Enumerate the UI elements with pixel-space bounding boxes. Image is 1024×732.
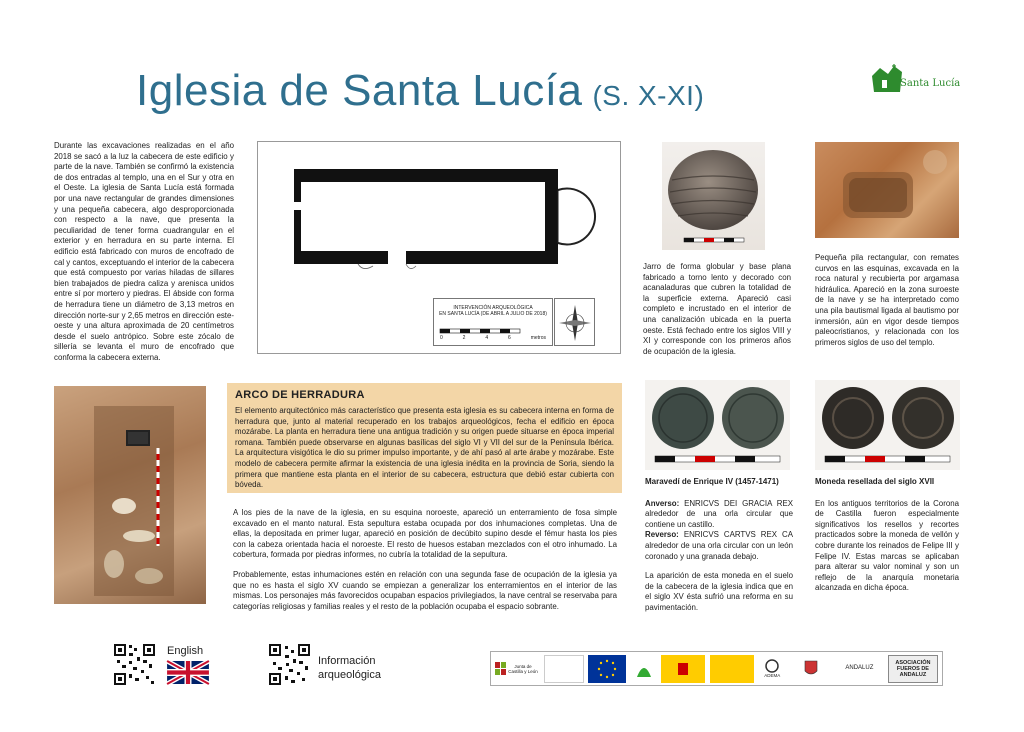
plan-legend bbox=[433, 298, 553, 346]
gobierno-espana-logo bbox=[661, 655, 705, 683]
plan-legend-subtitle: EN SANTA LUCÍA (DE ABRIL A JULIO DE 2018) bbox=[439, 311, 547, 317]
burial-photo bbox=[54, 386, 206, 604]
coin-resellada-photo bbox=[815, 380, 960, 470]
coin-enrique-reverso: Reverso: ENRICVS CARTVS REX CA alrededor de una orla circular con un león coronado y una granada debajo. bbox=[645, 530, 793, 561]
leader-logo bbox=[631, 655, 657, 683]
scale-label: 6 bbox=[508, 335, 511, 341]
ministerio-logo bbox=[710, 655, 754, 683]
coin-enrique-photo bbox=[645, 380, 790, 470]
coin-enrique-anverso: Anverso: ENRICVS DEI GRACIA REX alrededor de una orla circular que contiene un castillo. bbox=[645, 498, 793, 529]
church-silhouette-logo bbox=[866, 62, 961, 104]
compass-rose-icon bbox=[554, 298, 595, 346]
baptismal-font-caption: Pequeña pila rectangular, con remates curvos en las esquinas, excavada en la roca natural y recubierta por argamasa hidráulica. Apareció en la zona suroeste de la nave y se ha interpretado como una pila bautismal ligada al bautismo por inmersión, aún en vigor desde tiempos paleocristianos, y relacionada con los primeros siglos de uso del templo. bbox=[815, 253, 959, 347]
intro-text: Durante las excavaciones realizadas en el año 2018 se sacó a la luz la cabecera de este edificio y parte de la nave. También se confirmó la existencia de dos entradas al templo, una en el Sur y otra en el Oeste. La iglesia de Santa Lucía está formada por una nave rectangular de grandes dimensiones y una pequeña cabecera, algo desproporcionada con respecto a la nave, que presenta la peculiaridad de tener forma cuadrangular en el exterior y en herradura en su parte interna. El edificio está fabricado con muros de encofrado de cal y cantos, exceptuando el interior de la cabecera que está compuesto por varias hiladas de sillares bien trabajados de piedra caliza y arenisca unidos entre sí por mortero y piedras. El ábside con forma de herradura tiene un diámetro de 3,13 metros en dirección norte-sur y 2,65 metros en dirección este-oeste y una altura aproximada de 20 centímetros desde el suelo antrópico. Sobre este zócalo de sillería se levanta el muro de encofrado que conforma la cabecera externa. bbox=[54, 141, 234, 362]
scale-label: metros bbox=[530, 335, 546, 341]
eu-flag-logo bbox=[588, 655, 626, 683]
info-label: Información arqueológica bbox=[318, 655, 381, 681]
ayuntamiento-logo bbox=[791, 655, 831, 683]
coin-resellada-text: En los antiguos territorios de la Corona de Castilla fueron especialmente significativos los resellos y recortes practicados sobre la moneda de vellón y cobre durante los reinados de Felipe III y Felipe IV. Estas marcas se aplicaban para alterar su valor nominal y son un reflejo de la anarquía monetaria alcanzada en dicha época. bbox=[815, 498, 959, 593]
asociacion-fueros-logo: ASOCIACIÓN FUEROS DE ANDALUZ bbox=[888, 655, 938, 683]
fondo-europeo-logo bbox=[544, 655, 584, 683]
sponsor-logos-bar bbox=[490, 651, 943, 686]
scale-label: 4 bbox=[485, 335, 489, 341]
santa-lucia-logo bbox=[866, 62, 961, 104]
scale-labels bbox=[440, 335, 546, 341]
comun-villa-andaluz-logo: ANDALUZ bbox=[845, 665, 874, 671]
coin-enrique-note: La aparición de esta moneda en el suelo de la cabecera de la iglesia indica que en el siglo XV ésta sufrió una reforma en su pavimentación. bbox=[645, 571, 793, 612]
jar-caption: Jarro de forma globular y base plana fabricado a torno lento y decorado con acanaladuras que cubren la totalidad de la superficie externa. Apareció casi completo e incrustado en el interior de una canalización ubicada en la puerta oeste. Está fechado entre los siglos VIII y XI y corresponde con los primeros años de ocupación de la iglesia. bbox=[643, 262, 791, 356]
page-title-main: Iglesia de Santa Lucía bbox=[136, 66, 583, 115]
plan-legend-title: INTERVENCIÓN ARQUEOLÓGICA bbox=[453, 305, 533, 311]
english-label: English bbox=[167, 645, 204, 657]
arco-herradura-title: ARCO DE HERRADURA bbox=[235, 389, 365, 401]
coin-resellada-title: Moneda resellada del siglo XVII bbox=[815, 477, 935, 486]
coin-enrique-caption bbox=[645, 477, 793, 614]
burial-paragraph-2: Probablemente, estas inhumaciones estén en relación con una segunda fase de ocupación de la iglesia ya que no es hasta el siglo XV cuando se empiezan a generalizar los enterramientos en el interior de las mismas. Los personajes más favorecidos ocupaban espacios privilegiados, la nave central se reservaba para categorías religiosas y familias reales y el resto de la población ocupaba el espacio sobrante. bbox=[233, 569, 617, 611]
qr-code-english[interactable] bbox=[113, 643, 156, 686]
page-title bbox=[136, 66, 704, 116]
coin-enrique-title: Maravedí de Enrique IV (1457-1471) bbox=[645, 477, 779, 486]
burial-text bbox=[233, 508, 617, 612]
adema-logo: ADEMA bbox=[758, 655, 786, 683]
svg-text:Santa Lucía: Santa Lucía bbox=[900, 78, 961, 89]
junta-castilla-leon-logo: Junta de Castilla y León bbox=[495, 655, 539, 683]
jar-photo bbox=[662, 142, 765, 250]
uk-flag-icon[interactable] bbox=[167, 661, 209, 684]
scale-label: 2 bbox=[462, 335, 466, 341]
scale-label: 0 bbox=[440, 335, 443, 341]
page-title-century: (S. X-XI) bbox=[592, 80, 705, 111]
arco-herradura-panel bbox=[227, 383, 622, 493]
coin-resellada-caption bbox=[815, 477, 959, 594]
arco-herradura-text: El elemento arquitectónico más característico que presenta esta iglesia es su cabecera interna en forma de herradura que, junto al material recuperado en los trabajos arqueológicos, fecha el edificio en época mozárabe. La planta en herradura tiene una antigua tradición y su origen puede situarse en época imperial romana. También puede observarse en algunas basílicas del siglo VI y VII del sur de la Península Ibérica. La arquitectura visigótica le dio su primer impulso importante, y de ahí pasó al arte árabe y mozárabe. Este modelo de cabecera permite afirmar la existencia de una iglesia inédita en la provincia de Soria, siendo la primera que mantiene esta planta en el interior de su cabecera, estructura que debió estar cubierta con bóveda. bbox=[235, 406, 614, 490]
qr-code-info[interactable] bbox=[268, 643, 311, 686]
burial-paragraph-1: A los pies de la nave de la iglesia, en su esquina noroeste, apareció un enterramiento de fosa simple excavado en el manto natural. Esta sepultura estaba ocupada por dos inhumaciones completas. Una de ellas, la depositada en primer lugar, apareció en posición de decúbito supino desde el fémur hasta los pies con la cabeza orientada hacia el noroeste. El resto de huesos estaban mezclados con el otro inhumado. La cobertura, formada por piedras informes, no cubría la totalidad de la sepultura. bbox=[233, 508, 617, 560]
baptismal-font-photo bbox=[815, 142, 959, 238]
